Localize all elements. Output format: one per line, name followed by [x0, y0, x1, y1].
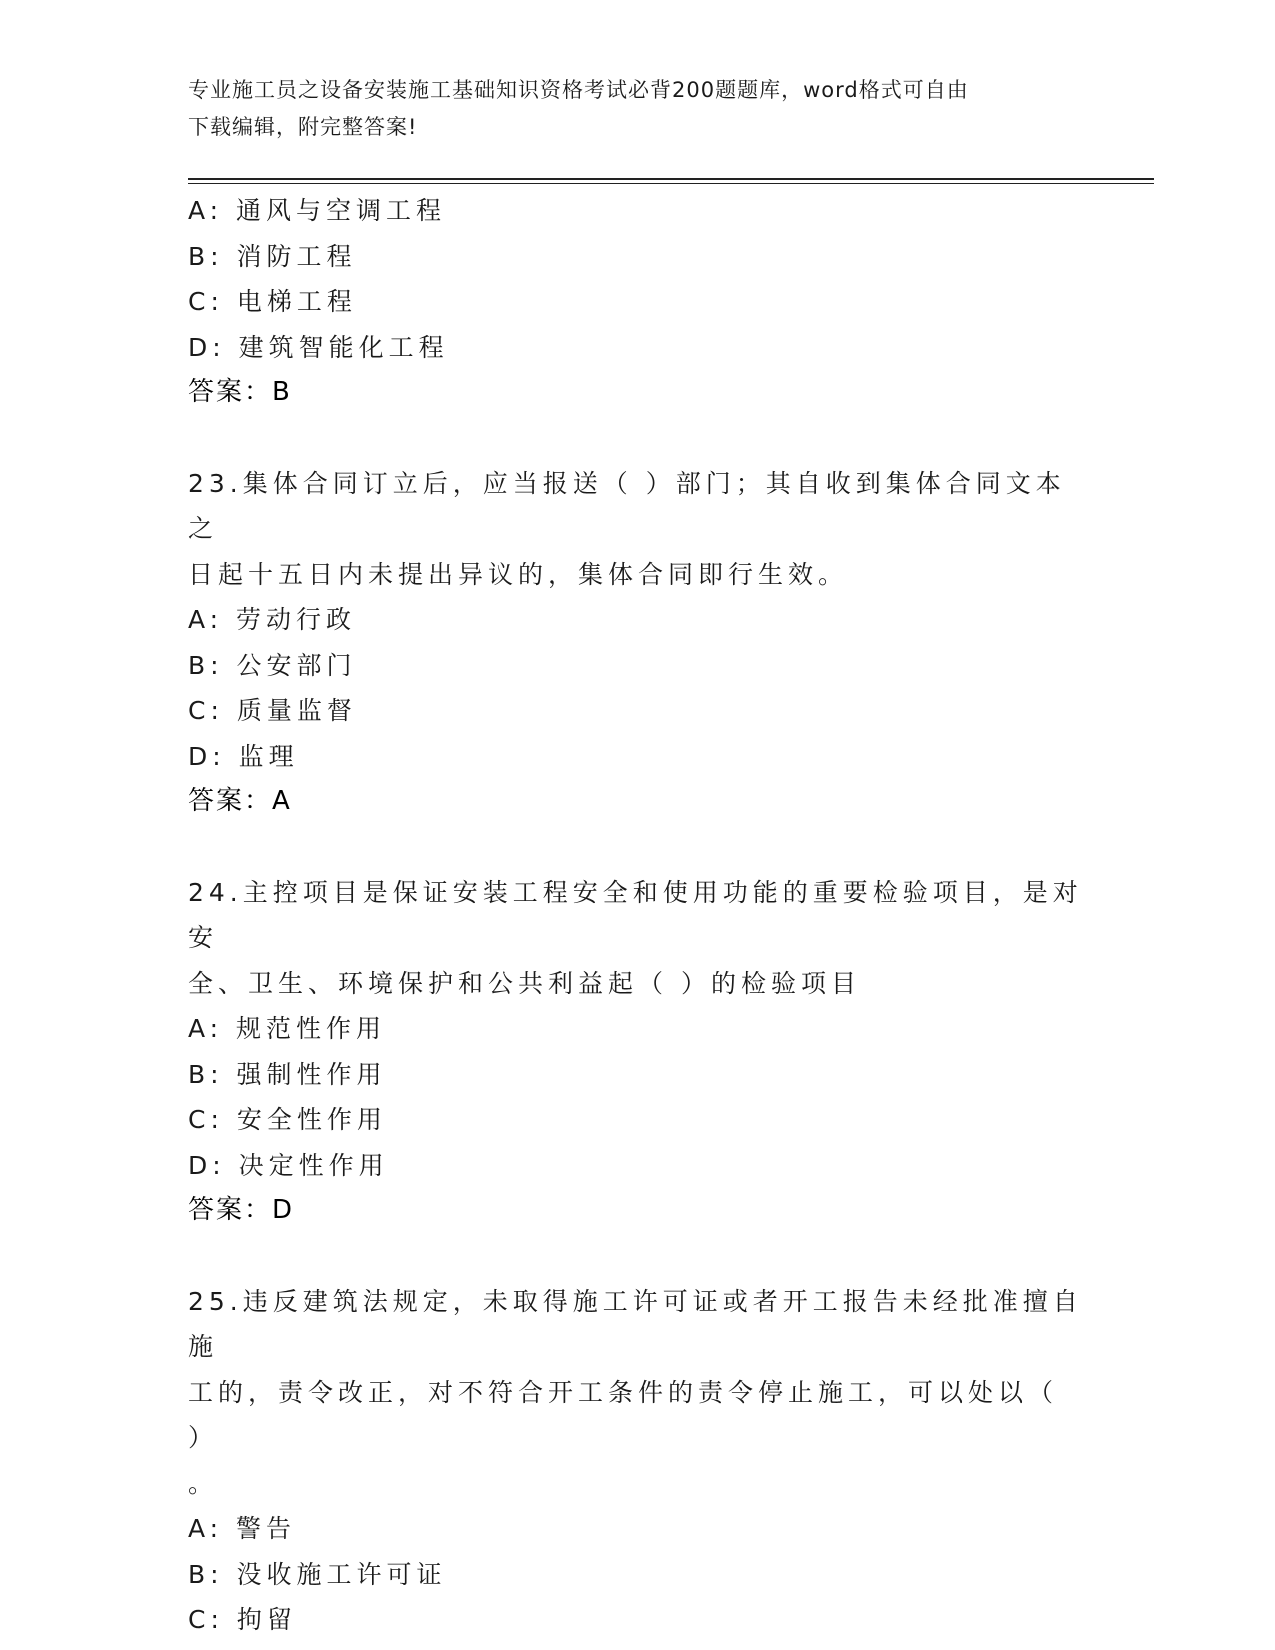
question-22-block	[188, 188, 1088, 416]
header-divider-thin	[188, 183, 1154, 184]
answer-label: 答案：A	[188, 786, 292, 816]
question-text-line: 工的，责令改正，对不符合开工条件的责令停止施工，可以处以（ ）	[188, 1377, 1059, 1452]
question-text-line: 25.违反建筑法规定，未取得施工许可证或者开工报告未经批准擅自施	[188, 1286, 1083, 1361]
question-text-line: 日起十五日内未提出异议的，集体合同即行生效。	[188, 559, 849, 589]
spacer	[188, 1234, 1088, 1279]
header-divider-thick	[188, 178, 1154, 180]
question-25-block	[188, 1279, 1088, 1643]
option-a: A: 劳动行政	[188, 605, 357, 634]
option-c: C: 质量监督	[188, 696, 357, 725]
option-d: D: 决定性作用	[188, 1150, 389, 1180]
option-b: B: 公安部门	[188, 650, 357, 680]
option-d: D: 建筑智能化工程	[188, 332, 449, 362]
option-c: C: 电梯工程	[188, 287, 357, 316]
question-text-line: 。	[188, 1468, 219, 1498]
option-d: D: 监理	[188, 741, 299, 771]
answer-label: 答案：D	[188, 1195, 295, 1225]
option-b: B: 强制性作用	[188, 1059, 387, 1089]
option-c: C: 拘留	[188, 1605, 297, 1634]
option-c: C: 安全性作用	[188, 1105, 387, 1134]
question-text-line: 23.集体合同订立后，应当报送（ ）部门；其自收到集体合同文本之	[188, 468, 1066, 543]
spacer	[188, 825, 1088, 870]
document-body	[188, 188, 1088, 1643]
option-b: B: 消防工程	[188, 241, 357, 271]
question-24-block	[188, 870, 1088, 1234]
answer-label: 答案：B	[188, 377, 292, 407]
option-b: B: 没收施工许可证	[188, 1559, 447, 1589]
option-a: A: 警告	[188, 1514, 297, 1543]
option-a: A: 规范性作用	[188, 1014, 387, 1043]
question-23-block	[188, 461, 1088, 825]
question-text-line: 全、卫生、环境保护和公共利益起（ ）的检验项目	[188, 968, 861, 998]
header-line-1: 专业施工员之设备安装施工基础知识资格考试必背200题题库，word格式可自由	[188, 78, 969, 102]
spacer	[188, 416, 1088, 461]
header-line-2: 下载编辑，附完整答案!	[188, 115, 418, 139]
question-text-line: 24.主控项目是保证安装工程安全和使用功能的重要检验项目，是对安	[188, 877, 1083, 952]
option-a: A: 通风与空调工程	[188, 196, 447, 225]
document-header	[188, 72, 1068, 146]
